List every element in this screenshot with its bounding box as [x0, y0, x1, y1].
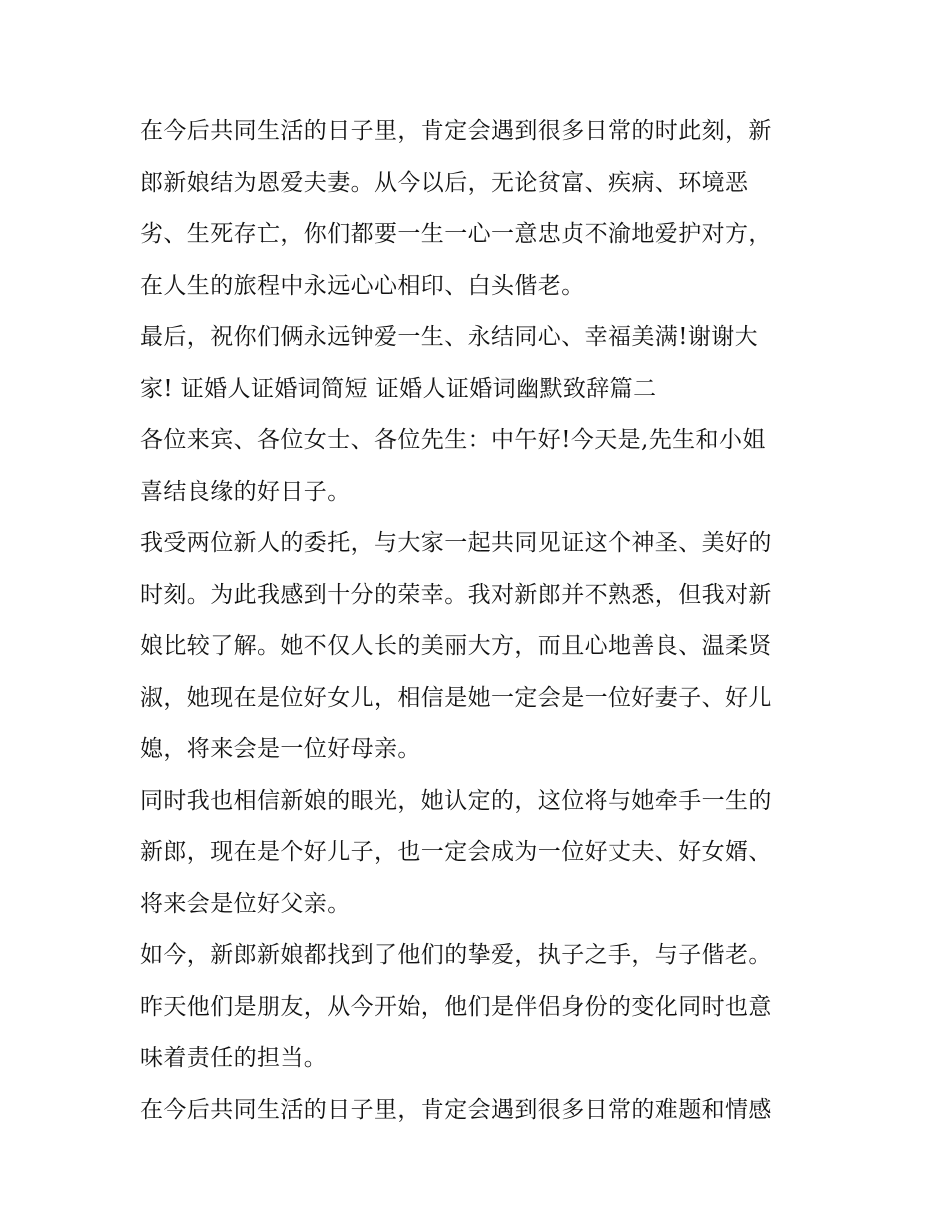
text-line: 各位来宾、各位女士、各位先生：中午好!今天是,先生和小姐: [140, 427, 766, 453]
text-line: 在今后共同生活的日子里，肯定会遇到很多日常的难题和情感: [140, 1096, 772, 1123]
text-line: 淑，她现在是位好女儿，相信是她一定会是一位好妻子、好儿: [140, 684, 772, 711]
text-line: 味着责任的担当。: [140, 1045, 328, 1071]
text-line: 新郎，现在是个好儿子，也一定会成为一位好丈夫、好女婿、: [140, 839, 772, 865]
text-line: 媳，将来会是一位好母亲。: [140, 736, 421, 762]
text-line: 最后，祝你们俩永远钟爱一生、永结同心、幸福美满!谢谢大: [140, 324, 759, 350]
text-line: 劣、生死存亡，你们都要一生一心一意忠贞不渝地爱护对方，: [140, 221, 772, 247]
text-line: 喜结良缘的好日子。: [140, 478, 351, 505]
text-line: 娘比较了解。她不仅人长的美丽大方，而且心地善良、温柔贤: [140, 633, 772, 659]
text-line: 郎新娘结为恩爱夫妻。从今以后，无论贫富、疾病、环境恶: [140, 169, 749, 196]
text-line: 时刻。为此我感到十分的荣幸。我对新郎并不熟悉，但我对新: [140, 581, 772, 608]
document-body: [140, 106, 820, 1136]
text-line: 在今后共同生活的日子里，肯定会遇到很多日常的时此刻，新: [140, 118, 772, 144]
text-line: 在人生的旅程中永远心心相印、白头偕老。: [140, 272, 585, 299]
text-line: 同时我也相信新娘的眼光，她认定的，这位将与她牵手一生的: [140, 787, 772, 814]
text-line: 如今，新郎新娘都找到了他们的挚爱，执子之手，与子偕老。: [140, 942, 772, 968]
text-line: 我受两位新人的委托，与大家一起共同见证这个神圣、美好的: [140, 530, 772, 556]
text-line: 家! 证婚人证婚词简短 证婚人证婚词幽默致辞篇二: [140, 375, 657, 402]
text-line: 昨天他们是朋友，从今开始，他们是伴侣身份的变化同时也意: [140, 993, 772, 1020]
text-line: 将来会是位好父亲。: [140, 890, 351, 917]
